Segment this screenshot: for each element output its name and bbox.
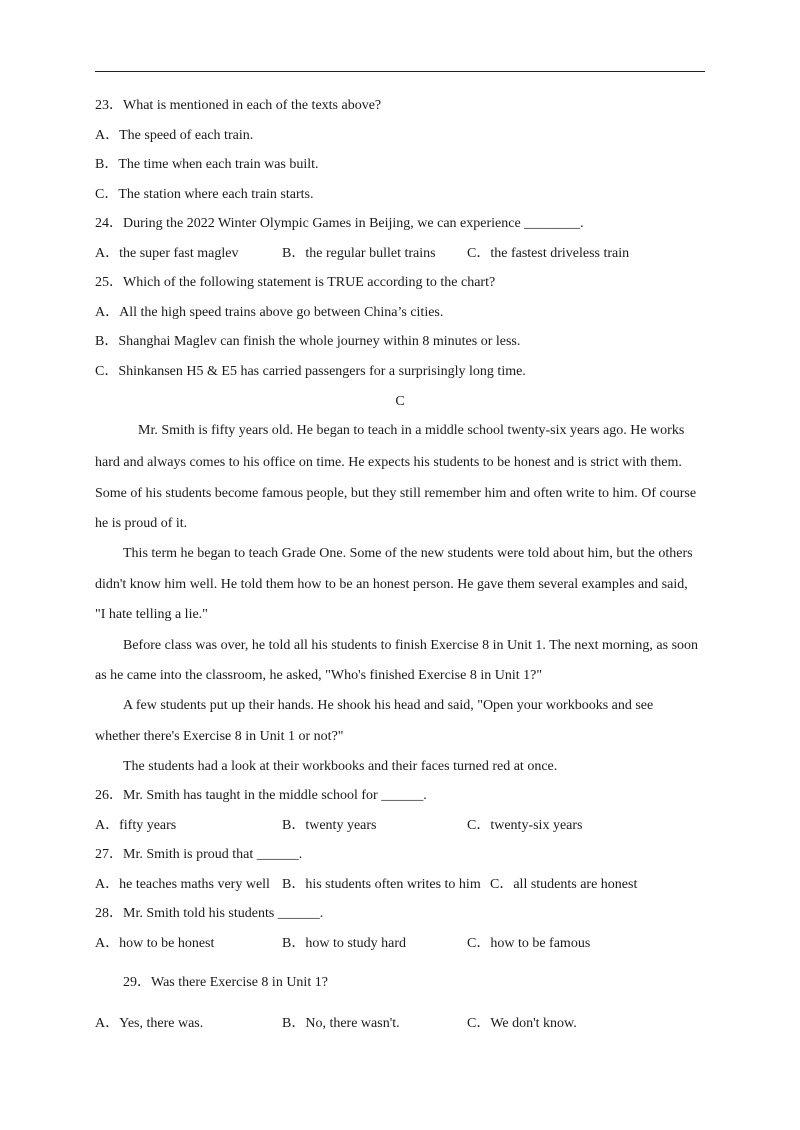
question-26-stem: 26．Mr. Smith has taught in the middle school for ______. [95, 788, 427, 803]
question-24-options [95, 245, 715, 263]
question-27-option-a: A．he teaches maths very well [95, 877, 270, 892]
question-23-stem: 23．What is mentioned in each of the texts above? [95, 98, 382, 113]
question-26-option-c: C．twenty-six years [467, 818, 583, 833]
passage-line: Some of his students become famous people, but they still remember him and often write to him. Of course [95, 486, 697, 501]
question-28-options [95, 935, 715, 953]
question-24-option-c: C．the fastest driveless train [467, 246, 630, 261]
question-28-option-c: C．how to be famous [467, 936, 591, 951]
question-29-option-a: A．Yes, there was. [95, 1016, 204, 1031]
question-27-options [95, 876, 715, 894]
passage-line: "I hate telling a lie." [95, 607, 208, 622]
passage-line: Before class was over, he told all his students to finish Exercise 8 in Unit 1. The next morning, as soon [123, 638, 699, 653]
question-29-option-c: C．We don't know. [467, 1016, 577, 1031]
question-24-option-a: A．the super fast maglev [95, 246, 239, 261]
question-29-option-b: B．No, there wasn't. [282, 1016, 400, 1031]
question-26-option-a: A．fifty years [95, 818, 177, 833]
question-28-option-b: B．how to study hard [282, 936, 407, 951]
passage-line: Mr. Smith is fifty years old. He began to teach in a middle school twenty-six years ago. He works [138, 423, 685, 438]
question-23-option-a: A．The speed of each train. [95, 128, 254, 143]
question-28-stem: 28．Mr. Smith told his students ______. [95, 906, 324, 921]
question-29-stem: 29．Was there Exercise 8 in Unit 1? [123, 975, 328, 990]
question-29-options [95, 1015, 715, 1033]
question-25-stem: 25．Which of the following statement is TRUE according to the chart? [95, 275, 496, 290]
passage-line: didn't know him well. He told them how to be an honest person. He gave them several examples and said, [95, 577, 688, 592]
header-rule [95, 71, 705, 72]
question-25-option-a: A．All the high speed trains above go between China’s cities. [95, 305, 444, 320]
passage-line: The students had a look at their workbooks and their faces turned red at once. [123, 759, 558, 774]
question-25-option-b: B．Shanghai Maglev can finish the whole journey within 8 minutes or less. [95, 334, 521, 349]
passage-line: he is proud of it. [95, 516, 188, 531]
section-heading: C [395, 394, 405, 409]
question-23-option-b: B．The time when each train was built. [95, 157, 319, 172]
question-26-option-b: B．twenty years [282, 818, 377, 833]
question-27-option-c: C．all students are honest [490, 877, 638, 892]
passage-line: as he came into the classroom, he asked, "Who's finished Exercise 8 in Unit 1?" [95, 668, 543, 683]
passage-line: This term he began to teach Grade One. Some of the new students were told about him, but the others [123, 546, 693, 561]
passage-line: A few students put up their hands. He shook his head and said, "Open your workbooks and see [123, 698, 654, 713]
question-24-option-b: B．the regular bullet trains [282, 246, 436, 261]
question-27-option-b: B．his students often writes to him [282, 877, 481, 892]
question-28-option-a: A．how to be honest [95, 936, 215, 951]
question-25-option-c: C．Shinkansen H5 & E5 has carried passengers for a surprisingly long time. [95, 364, 526, 379]
question-26-options [95, 817, 715, 835]
passage-line: whether there's Exercise 8 in Unit 1 or not?" [95, 729, 344, 744]
passage-line: hard and always comes to his office on time. He expects his students to be honest and is strict with them. [95, 455, 682, 470]
question-24-stem: 24．During the 2022 Winter Olympic Games in Beijing, we can experience ________. [95, 216, 584, 231]
question-27-stem: 27．Mr. Smith is proud that ______. [95, 847, 303, 862]
question-23-option-c: C．The station where each train starts. [95, 187, 314, 202]
